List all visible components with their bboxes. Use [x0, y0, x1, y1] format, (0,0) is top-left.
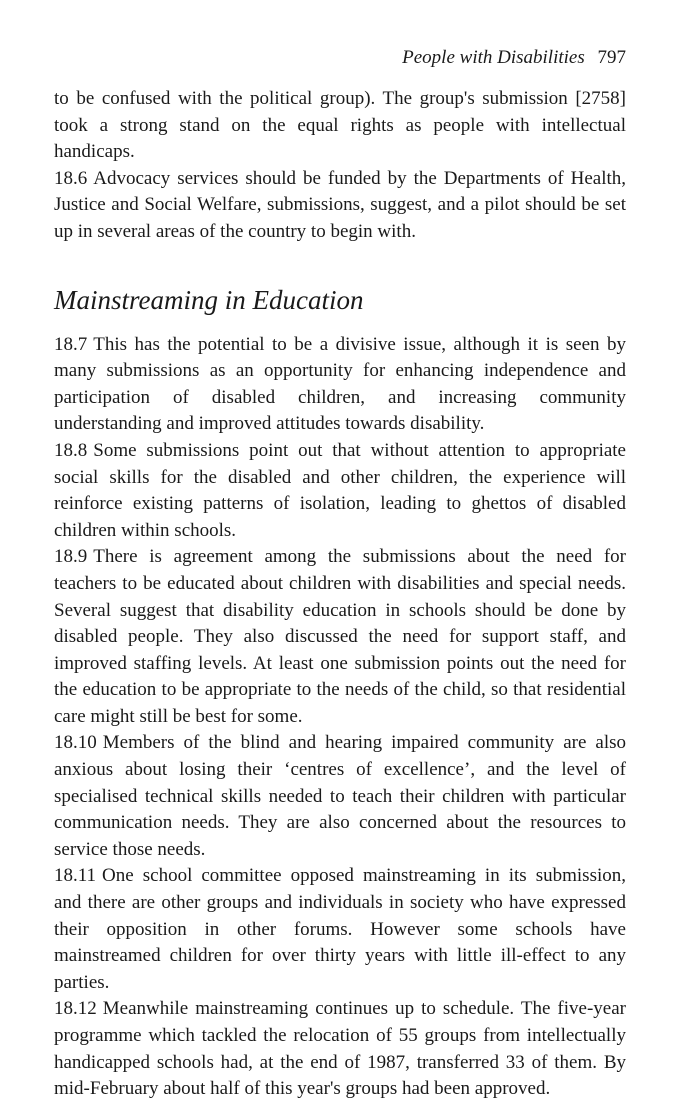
intro-paragraph [54, 86, 626, 166]
paragraph-number: 18.10 [54, 732, 97, 754]
running-header-title: People with Disabilities [402, 47, 585, 68]
paragraph-18-9 [54, 544, 626, 730]
paragraph-text: Advocacy services should be funded by the Departments of Health, Justice and Social Welfare, submissions, suggest, and a pilot should be set up in several areas of the country to begin with. [54, 167, 626, 242]
paragraph-18-8 [54, 438, 626, 544]
paragraph-text: Meanwhile mainstreaming continues up to schedule. The five-year programme which tackled the relocation of 55 groups from intellectually handicapped schools had, at the end of 1987, transferred 33 of them. By mid-February about half of this year's groups had been approved. [54, 998, 626, 1100]
paragraph-number: 18.9 [54, 546, 88, 568]
document-page [54, 44, 626, 1103]
paragraph-text: This has the potential to be a divisive issue, although it is seen by many submissions as an opportunity for enhancing independence and participation of disabled children, and increasing community understanding and improved attitudes towards disability. [54, 333, 626, 435]
paragraph-18-7 [54, 332, 626, 438]
paragraph-18-12 [54, 996, 626, 1102]
intro-paragraph-text: to be confused with the political group). The group's submission [2758] took a strong stand on the equal rights as people with intellectual handicaps. [54, 88, 626, 163]
paragraph-number: 18.6 [54, 167, 88, 189]
paragraph-18-11 [54, 863, 626, 996]
paragraph-18-6 [54, 166, 626, 246]
paragraph-18-10 [54, 730, 626, 863]
paragraph-number: 18.11 [54, 865, 97, 887]
running-header [54, 44, 626, 72]
paragraph-text: Some submissions point out that without attention to appropriate social skills for the disabled and other children, the experience will reinforce existing patterns of isolation, leading to ghettos of disabled children within schools. [54, 439, 626, 541]
paragraph-text: One school committee opposed mainstreaming in its submission, and there are other groups and individuals in society who have expressed their opposition in other forums. However some schools have mainstreamed children for over thirty years with little ill-effect to any parties. [54, 865, 626, 993]
paragraph-number: 18.8 [54, 439, 88, 461]
page-number: 797 [597, 47, 626, 68]
paragraph-number: 18.7 [54, 333, 88, 355]
paragraph-number: 18.12 [54, 998, 97, 1020]
section-heading: Mainstreaming in Education [54, 284, 364, 315]
paragraph-text: Members of the blind and hearing impaired community are also anxious about losing their ‘centres of excellence’, and the level of specialised technical skills needed to teach their children with particular communication needs. They are also concerned about the resources to service those needs. [54, 732, 626, 860]
paragraph-text: There is agreement among the submissions about the need for teachers to be educated about children with disabilities and special needs. Several suggest that disability education in schools should be done by disabled people. They also discussed the need for support staff, and improved staffing levels. At least one submission points out the need for the education to be appropriate to the needs of the child, so that residential care might still be best for some. [54, 546, 626, 727]
